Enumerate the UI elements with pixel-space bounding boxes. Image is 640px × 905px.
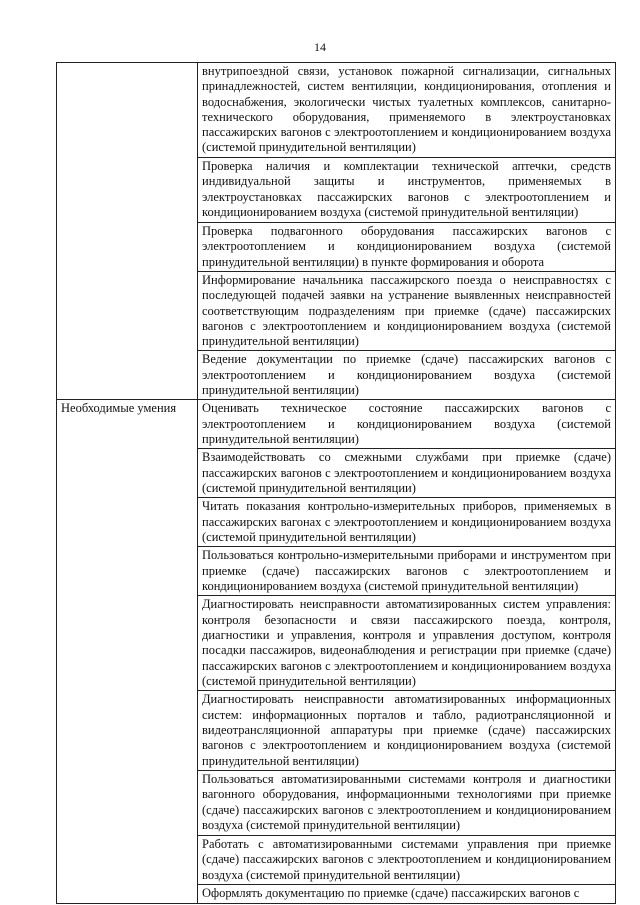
row-label-cell: Необходимые умения (57, 400, 198, 903)
table-cell-text: Читать показания контрольно-измерительных приборов, применяемых в пассажирских вагонах с электроотоплением и кондиционированием воздуха (системой принудительной вентиляции) (198, 498, 616, 547)
table-cell-text: Диагностировать неисправности автоматизированных информационных систем: информационных порталов и табло, радиотрансляционной и видеотрансляционной аппаратуры при приемке (сдаче) пассажирских вагонов с электроотоплением и кондиционированием воздуха (системой принудительной вентиляции) (198, 691, 616, 770)
table-cell-text: Взаимодействовать со смежными службами при приемке (сдаче) пассажирских вагонов с электроотоплением и кондиционированием воздуха (системой принудительной вентиляции) (198, 449, 616, 498)
table-cell-text: Пользоваться контрольно-измерительными приборами и инструментом при приемке (сдаче) пассажирских вагонов с электроотоплением и кондиционированием воздуха (системой принудительной вентиляции) (198, 547, 616, 596)
table-cell-text: Информирование начальника пассажирского поезда о неисправностях с последующей подачей заявки на устранение выявленных неисправностей соответствующим подразделениям при приемке (сдаче) пассажирских вагонов с электроотоплением и кондиционированием воздуха (системой принудительной вентиляции) (198, 272, 616, 351)
row-label-cell (57, 63, 198, 400)
table-cell-text: Оформлять документацию по приемке (сдаче) пассажирских вагонов с (198, 884, 616, 903)
table-cell-text: Оценивать техническое состояние пассажирских вагонов с электроотоплением и кондиционированием воздуха (системой принудительной вентиляции) (198, 400, 616, 449)
table-cell-text: Ведение документации по приемке (сдаче) пассажирских вагонов с электроотоплением и кондиционированием воздуха (системой принудительной вентиляции) (198, 351, 616, 400)
table-cell-text: Проверка наличия и комплектации технической аптечки, средств индивидуальной защиты и инструментов, применяемых в электроустановках пассажирских вагонов с электроотоплением и кондиционированием воздуха (системой принудительной вентиляции) (198, 158, 616, 223)
table-cell-text: Работать с автоматизированными системами управления при приемке (сдаче) пассажирских вагонов с электроотоплением и кондиционированием воздуха (системой принудительной вентиляции) (198, 835, 616, 884)
table-cell-text: внутрипоездной связи, установок пожарной сигнализации, сигнальных принадлежностей, систем вентиляции, кондиционирования, отопления и водоснабжения, экологически чистых туалетных комплексов, санитарно-технического оборудования, применяемого в электроустановках пассажирских вагонов с электроотоплением и кондиционированием воздуха (системой принудительной вентиляции) (198, 63, 616, 158)
page-number: 14 (314, 40, 326, 54)
table-cell-text: Проверка подвагонного оборудования пассажирских вагонов с электроотоплением и кондиционированием воздуха (системой принудительной вентиляции) в пункте формирования и оборота (198, 223, 616, 272)
competency-table (56, 62, 616, 904)
table-row (57, 63, 616, 158)
table-cell-text: Диагностировать неисправности автоматизированных систем управления: контроля безопасности и связи пассажирского поезда, контроля, диагностики и управления, контроля и управления доступом, контроля посадки пассажиров, видеонаблюдения и регистрации при приемке (сдаче) пассажирских вагонов с электроотоплением и кондиционированием воздуха (системой принудительной вентиляции) (198, 596, 616, 691)
table-row (57, 400, 616, 449)
table-cell-text: Пользоваться автоматизированными системами контроля и диагностики вагонного оборудования, информационными технологиями при приемке (сдаче) пассажирских вагонов с электроотоплением и кондиционированием воздуха (системой принудительной вентиляции) (198, 770, 616, 835)
